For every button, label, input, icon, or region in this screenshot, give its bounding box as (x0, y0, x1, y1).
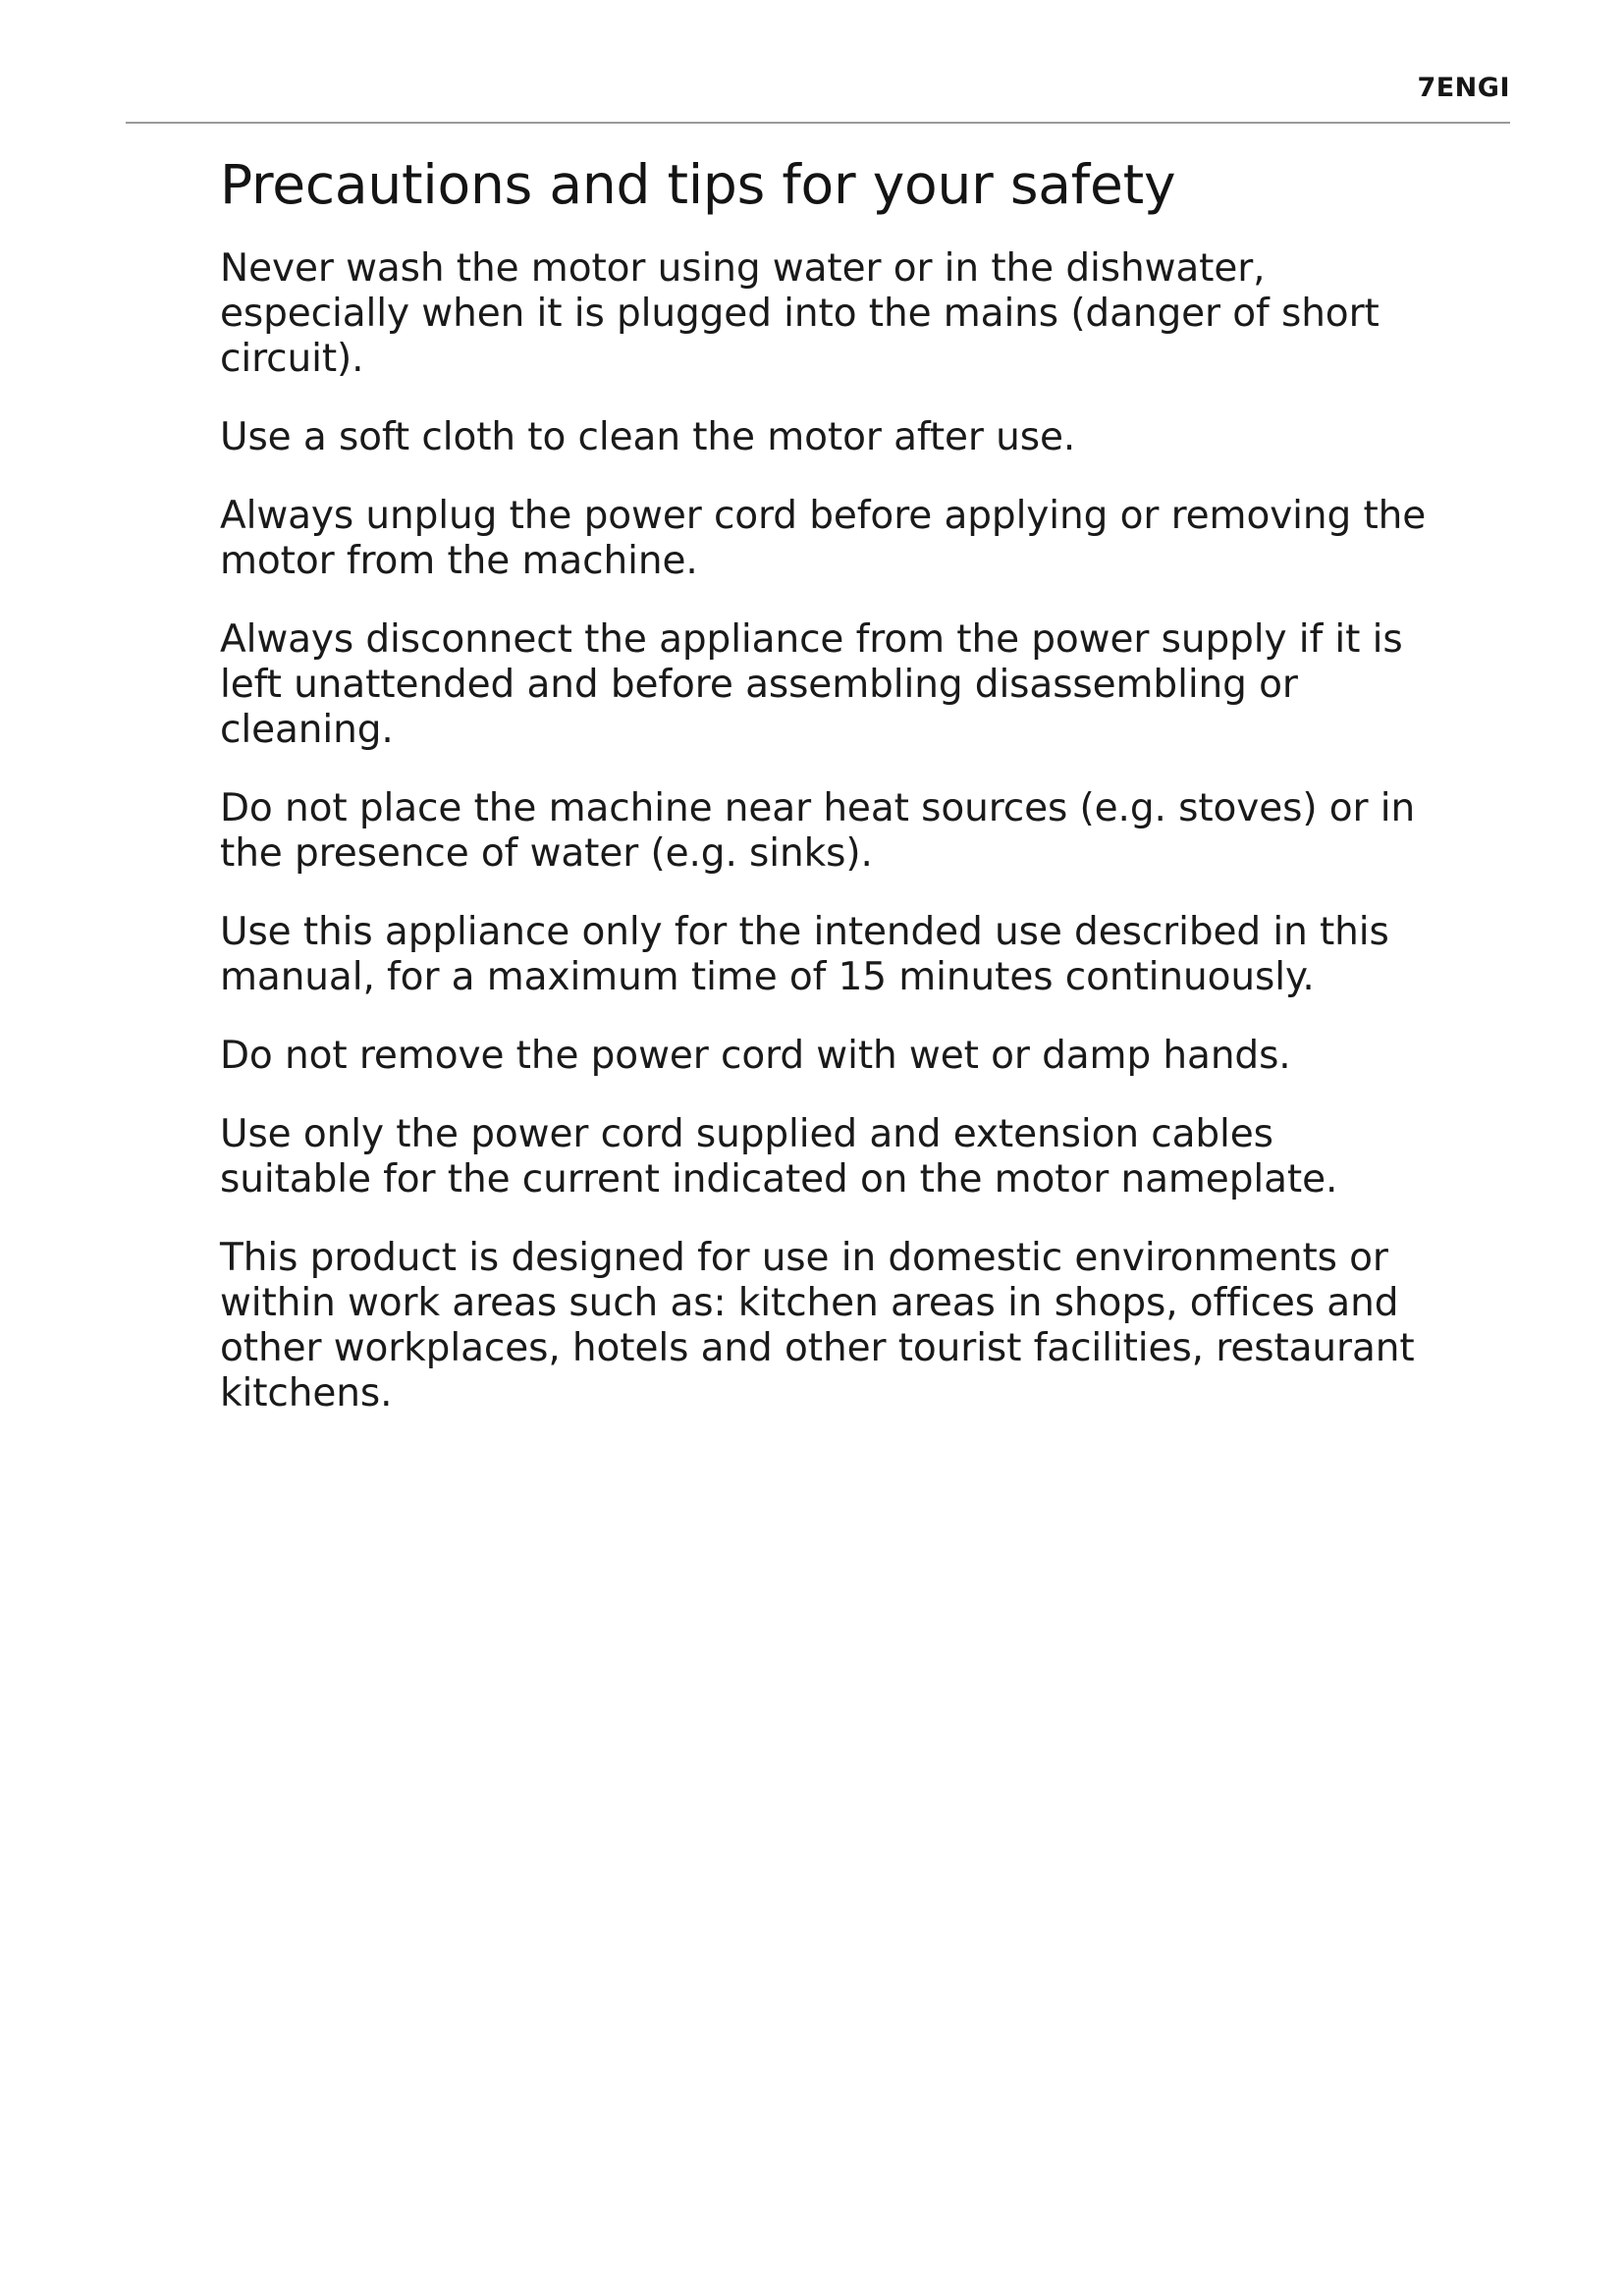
page-title: Precautions and tips for your safety (220, 153, 1176, 216)
safety-paragraph: Use a soft cloth to clean the motor after use. (220, 414, 1076, 459)
safety-paragraph: Use only the power cord supplied and extension cables suitable for the current indicated on the motor nameplate. (220, 1111, 1338, 1201)
safety-paragraph: This product is designed for use in domestic environments or within work areas such as: kitchen areas in shops, offices and other workplaces, hotels and other tourist facilities, restaurant kitchens. (220, 1235, 1415, 1415)
safety-paragraph: Do not remove the power cord with wet or damp hands. (220, 1033, 1291, 1078)
page-header (126, 73, 1510, 132)
header-divider (126, 122, 1510, 124)
safety-paragraph: Use this appliance only for the intended use described in this manual, for a maximum time of 15 minutes continuously. (220, 909, 1389, 999)
page-number-marker: 7ENGI (1417, 73, 1510, 103)
safety-paragraph: Do not place the machine near heat sources (e.g. stoves) or in the presence of water (e.g. sinks). (220, 785, 1416, 876)
document-content (220, 155, 1428, 1416)
safety-paragraph: Always unplug the power cord before applying or removing the motor from the machine. (220, 493, 1427, 583)
safety-paragraph: Always disconnect the appliance from the power supply if it is left unattended and before assembling disassembling or cleaning. (220, 616, 1403, 752)
safety-paragraph: Never wash the motor using water or in the dishwater, especially when it is plugged into the mains (danger of short circuit). (220, 245, 1380, 381)
